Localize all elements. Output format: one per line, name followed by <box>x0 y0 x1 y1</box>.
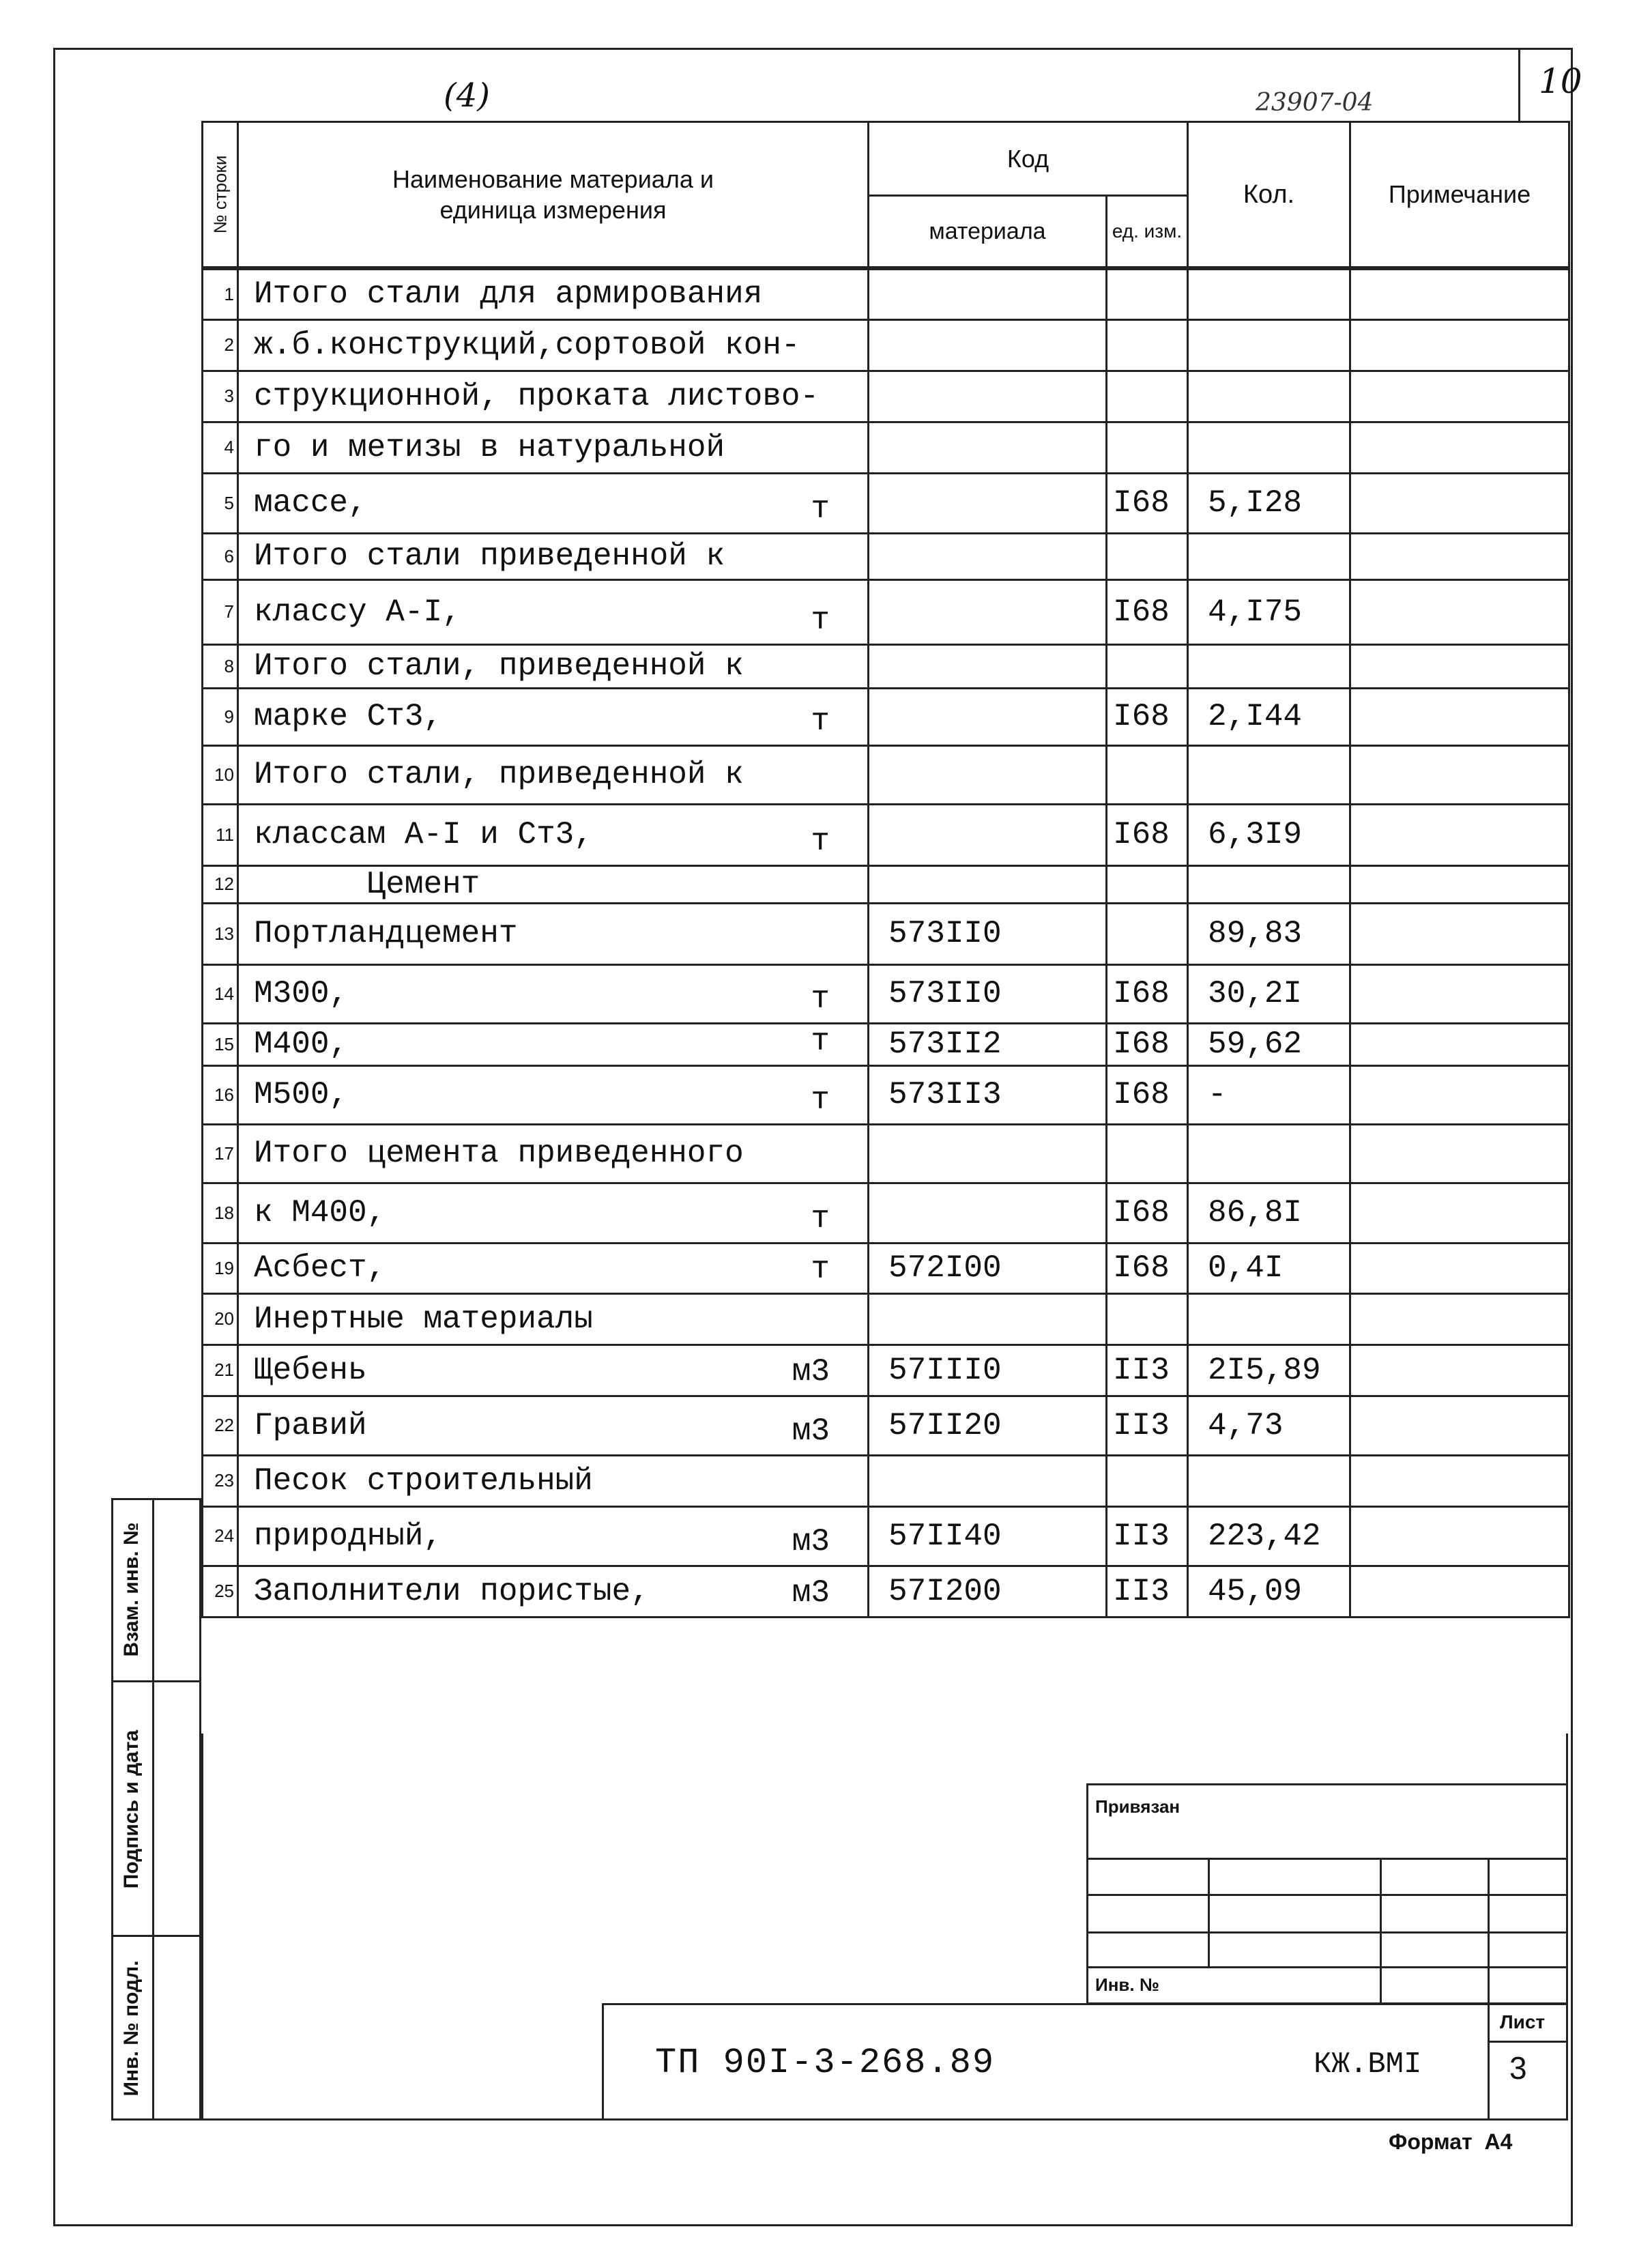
format-label: Формат А4 <box>1389 2129 1513 2154</box>
measure-unit: т <box>811 491 830 527</box>
material-name-text: классу А-I, <box>254 594 461 630</box>
quantity <box>1188 745 1350 804</box>
note <box>1350 865 1569 903</box>
row-number: 10 <box>203 745 238 804</box>
quantity <box>1188 865 1350 903</box>
row-number: 7 <box>203 579 238 644</box>
row-number: 20 <box>203 1293 238 1345</box>
material-name-text: Инертные материалы <box>254 1301 593 1337</box>
material-name-text: марке Ст3, <box>254 699 443 734</box>
privyazan-line-3 <box>1086 1931 1568 1933</box>
material-code <box>869 579 1107 644</box>
material-name-text: го и метизы в натуральной <box>254 429 725 465</box>
note <box>1350 903 1569 964</box>
material-code <box>869 745 1107 804</box>
table-row <box>203 1345 1569 1396</box>
table-row <box>203 1455 1569 1506</box>
unit-code: II3 <box>1107 1396 1188 1455</box>
privyazan-vline-1 <box>1208 1858 1210 1966</box>
material-name <box>238 422 869 473</box>
table-row <box>203 533 1569 579</box>
quantity: 2I5,89 <box>1188 1345 1350 1396</box>
material-code <box>869 319 1107 371</box>
material-code: 57III0 <box>869 1345 1107 1396</box>
unit-code <box>1107 1455 1188 1506</box>
material-code <box>869 1183 1107 1243</box>
table-row <box>203 579 1569 644</box>
material-code <box>869 371 1107 422</box>
material-code <box>869 422 1107 473</box>
material-code <box>869 804 1107 865</box>
unit-code: I68 <box>1107 688 1188 745</box>
note <box>1350 745 1569 804</box>
quantity: 0,4I <box>1188 1243 1350 1293</box>
material-name-text: к М400, <box>254 1195 386 1231</box>
material-name-text: струкционной, проката листово- <box>254 378 820 414</box>
material-name <box>238 1183 869 1243</box>
unit-code: II3 <box>1107 1506 1188 1566</box>
row-number: 15 <box>203 1023 238 1065</box>
row-number: 4 <box>203 422 238 473</box>
note <box>1350 1455 1569 1506</box>
row-number: 19 <box>203 1243 238 1293</box>
material-name-text: классам А-I и Ст3, <box>254 817 593 852</box>
archive-number: 23907-04 <box>1256 89 1374 117</box>
material-code: 573II0 <box>869 903 1107 964</box>
note <box>1350 579 1569 644</box>
material-code <box>869 865 1107 903</box>
unit-code: I68 <box>1107 804 1188 865</box>
row-number: 6 <box>203 533 238 579</box>
material-name-text: Итого стали, приведенной к <box>254 648 744 684</box>
header-code-material: материала <box>869 196 1107 269</box>
material-code <box>869 1124 1107 1183</box>
unit-code: II3 <box>1107 1345 1188 1396</box>
quantity <box>1188 1455 1350 1506</box>
privyazan-line-4 <box>1086 1966 1568 1968</box>
material-code: 57I200 <box>869 1566 1107 1617</box>
privyazan-line-1 <box>1086 1858 1568 1860</box>
unit-code: I68 <box>1107 964 1188 1023</box>
material-name <box>238 865 869 903</box>
measure-unit: т <box>811 703 830 739</box>
row-number: 3 <box>203 371 238 422</box>
quantity: 4,I75 <box>1188 579 1350 644</box>
row-number: 18 <box>203 1183 238 1243</box>
page-mark: (4) <box>444 76 490 115</box>
material-code: 57II40 <box>869 1506 1107 1566</box>
row-number: 24 <box>203 1506 238 1566</box>
material-code: 573II3 <box>869 1065 1107 1124</box>
row-number: 2 <box>203 319 238 371</box>
material-name <box>238 1455 869 1506</box>
material-code: 573II0 <box>869 964 1107 1023</box>
row-number: 1 <box>203 268 238 319</box>
quantity: 59,62 <box>1188 1023 1350 1065</box>
sheet-col-divider <box>1488 2003 1490 2121</box>
material-name <box>238 1396 869 1455</box>
material-name-text: М400, <box>254 1026 349 1062</box>
quantity <box>1188 1293 1350 1345</box>
unit-code: I68 <box>1107 1023 1188 1065</box>
unit-code <box>1107 319 1188 371</box>
row-number: 11 <box>203 804 238 865</box>
side-label-vzam: Взам. инв. № <box>120 1522 143 1657</box>
handwritten-sheet-number: 10 <box>1539 61 1582 101</box>
material-name <box>238 579 869 644</box>
unit-code <box>1107 268 1188 319</box>
doc-code: КЖ.ВМI <box>1314 2047 1422 2082</box>
header-name: Наименование материала и единица измерения <box>238 122 869 269</box>
note <box>1350 964 1569 1023</box>
material-name-text: массе, <box>254 485 367 521</box>
material-code: 573II2 <box>869 1023 1107 1065</box>
material-name <box>238 1345 869 1396</box>
measure-unit: м3 <box>792 1575 830 1611</box>
quantity <box>1188 268 1350 319</box>
row-number: 21 <box>203 1345 238 1396</box>
table-row <box>203 964 1569 1023</box>
note <box>1350 473 1569 533</box>
unit-code <box>1107 1124 1188 1183</box>
material-name <box>238 688 869 745</box>
privyazan-line-2 <box>1086 1894 1568 1896</box>
side-label-sign: Подпись и дата <box>120 1729 143 1889</box>
table-row <box>203 1293 1569 1345</box>
quantity <box>1188 371 1350 422</box>
note <box>1350 1065 1569 1124</box>
quantity <box>1188 533 1350 579</box>
material-name <box>238 1293 869 1345</box>
note <box>1350 1023 1569 1065</box>
unit-code: I68 <box>1107 1243 1188 1293</box>
note <box>1350 1506 1569 1566</box>
note <box>1350 268 1569 319</box>
row-number: 12 <box>203 865 238 903</box>
material-name-text: М500, <box>254 1077 349 1112</box>
table-row <box>203 804 1569 865</box>
material-name-text: Цемент <box>254 866 480 902</box>
material-name <box>238 644 869 688</box>
material-name-text: Асбест, <box>254 1250 386 1286</box>
material-name <box>238 745 869 804</box>
note <box>1350 319 1569 371</box>
table-row <box>203 319 1569 371</box>
table-row <box>203 1124 1569 1183</box>
measure-unit: м3 <box>792 1353 830 1390</box>
measure-unit: м3 <box>792 1413 830 1449</box>
header-code: Код <box>869 122 1188 196</box>
unit-code <box>1107 644 1188 688</box>
sheet-label-divider <box>1488 2041 1568 2043</box>
table-row <box>203 1396 1569 1455</box>
quantity <box>1188 644 1350 688</box>
side-label-inv: Инв. № подл. <box>120 1960 143 2097</box>
quantity: 86,8I <box>1188 1183 1350 1243</box>
row-number: 13 <box>203 903 238 964</box>
table-row <box>203 268 1569 319</box>
table-row <box>203 865 1569 903</box>
privyazan-vline-2 <box>1380 1858 1382 2004</box>
material-name-text: природный, <box>254 1518 443 1554</box>
quantity <box>1188 1124 1350 1183</box>
quantity: 45,09 <box>1188 1566 1350 1617</box>
note <box>1350 371 1569 422</box>
material-name <box>238 1506 869 1566</box>
side-stamp-divider-2 <box>111 1935 201 1937</box>
note <box>1350 1396 1569 1455</box>
material-code <box>869 533 1107 579</box>
inv-no-label: Инв. № <box>1095 1974 1159 1995</box>
material-name-text: Итого стали для армирования <box>254 276 763 313</box>
material-name <box>238 1065 869 1124</box>
side-stamp-divider-1 <box>111 1680 201 1682</box>
side-stamp-divider-v <box>152 1498 154 2121</box>
note <box>1350 644 1569 688</box>
material-name-text: Итого стали приведенной к <box>254 538 725 574</box>
material-name-text: ж.б.конструкций,сортовой кон- <box>254 327 800 363</box>
row-number: 23 <box>203 1455 238 1506</box>
material-name-text: Песок строительный <box>254 1463 593 1499</box>
table-row <box>203 473 1569 533</box>
measure-unit: м3 <box>792 1523 830 1559</box>
unit-code <box>1107 371 1188 422</box>
material-name <box>238 804 869 865</box>
quantity: 4,73 <box>1188 1396 1350 1455</box>
table-row <box>203 1506 1569 1566</box>
note <box>1350 1293 1569 1345</box>
material-name <box>238 964 869 1023</box>
privyazan-label: Привязан <box>1095 1796 1180 1817</box>
quantity: 223,42 <box>1188 1506 1350 1566</box>
material-name <box>238 268 869 319</box>
note <box>1350 804 1569 865</box>
material-name-text: Итого стали, приведенной к <box>254 757 744 792</box>
material-name <box>238 1023 869 1065</box>
material-name <box>238 1566 869 1617</box>
material-name <box>238 1124 869 1183</box>
material-code <box>869 688 1107 745</box>
note <box>1350 688 1569 745</box>
note <box>1350 1243 1569 1293</box>
quantity: 6,3I9 <box>1188 804 1350 865</box>
material-name-text: Гравий <box>254 1407 367 1443</box>
sheet-value: 3 <box>1509 2050 1527 2086</box>
unit-code <box>1107 533 1188 579</box>
material-name-text: Портландцемент <box>254 916 518 951</box>
material-name <box>238 319 869 371</box>
table-row <box>203 1065 1569 1124</box>
unit-code <box>1107 903 1188 964</box>
quantity <box>1188 422 1350 473</box>
material-code <box>869 1293 1107 1345</box>
row-number: 8 <box>203 644 238 688</box>
material-code: 572I00 <box>869 1243 1107 1293</box>
unit-code <box>1107 865 1188 903</box>
table-row <box>203 644 1569 688</box>
material-code: 57II20 <box>869 1396 1107 1455</box>
row-number: 17 <box>203 1124 238 1183</box>
quantity: 2,I44 <box>1188 688 1350 745</box>
sheet-label: Лист <box>1500 2011 1546 2032</box>
unit-code: I68 <box>1107 1183 1188 1243</box>
note <box>1350 1124 1569 1183</box>
table-row <box>203 422 1569 473</box>
table-row <box>203 1243 1569 1293</box>
measure-unit: т <box>811 1082 830 1118</box>
designation: ТП 90I-3-268.89 <box>655 2043 996 2083</box>
quantity: 89,83 <box>1188 903 1350 964</box>
table-row <box>203 1023 1569 1065</box>
material-name <box>238 533 869 579</box>
privyazan-vline-3 <box>1488 1858 1490 2004</box>
unit-code: II3 <box>1107 1566 1188 1617</box>
measure-unit: т <box>811 1251 830 1287</box>
quantity: - <box>1188 1065 1350 1124</box>
note <box>1350 533 1569 579</box>
specification-table <box>201 121 1570 1618</box>
row-number: 5 <box>203 473 238 533</box>
measure-unit: т <box>811 1023 830 1059</box>
row-number: 9 <box>203 688 238 745</box>
unit-code <box>1107 745 1188 804</box>
header-code-unit: ед. изм. <box>1107 196 1188 269</box>
table-row <box>203 903 1569 964</box>
material-name-text: Итого цемента приведенного <box>254 1136 744 1171</box>
row-number: 16 <box>203 1065 238 1124</box>
material-name <box>238 903 869 964</box>
material-name <box>238 1243 869 1293</box>
unit-code <box>1107 422 1188 473</box>
table-row <box>203 745 1569 804</box>
material-name <box>238 371 869 422</box>
note <box>1350 422 1569 473</box>
material-name-text: М300, <box>254 976 349 1011</box>
unit-code: I68 <box>1107 579 1188 644</box>
quantity: 30,2I <box>1188 964 1350 1023</box>
measure-unit: т <box>811 823 830 859</box>
table-row <box>203 688 1569 745</box>
note <box>1350 1566 1569 1617</box>
measure-unit: т <box>811 602 830 638</box>
header-qty: Кол. <box>1188 122 1350 269</box>
material-code <box>869 268 1107 319</box>
header-note: Примечание <box>1350 122 1569 269</box>
unit-code: I68 <box>1107 1065 1188 1124</box>
measure-unit: т <box>811 981 830 1017</box>
material-name-text: Заполнители пористые, <box>254 1573 650 1609</box>
quantity <box>1188 319 1350 371</box>
measure-unit: т <box>811 1201 830 1237</box>
table-row <box>203 371 1569 422</box>
quantity: 5,I28 <box>1188 473 1350 533</box>
material-name <box>238 473 869 533</box>
row-number: 14 <box>203 964 238 1023</box>
row-number: 25 <box>203 1566 238 1617</box>
material-code <box>869 1455 1107 1506</box>
unit-code <box>1107 1293 1188 1345</box>
table-row <box>203 1566 1569 1617</box>
material-code <box>869 473 1107 533</box>
row-number: 22 <box>203 1396 238 1455</box>
unit-code: I68 <box>1107 473 1188 533</box>
material-name-text: Щебень <box>254 1352 367 1388</box>
note <box>1350 1345 1569 1396</box>
header-row-number: № строки <box>203 122 238 269</box>
material-code <box>869 644 1107 688</box>
table-row <box>203 1183 1569 1243</box>
note <box>1350 1183 1569 1243</box>
bottom-zone-left-border <box>201 1734 203 2121</box>
